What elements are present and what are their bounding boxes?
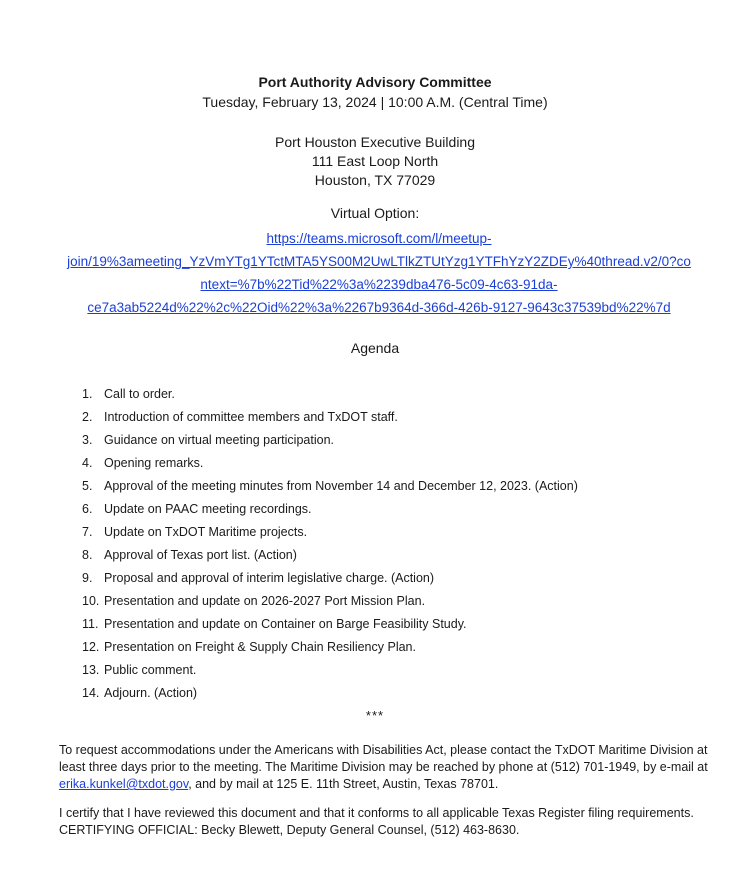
agenda-list xyxy=(82,383,702,705)
location-building: Port Houston Executive Building xyxy=(275,134,475,150)
section-separator: *** xyxy=(365,708,385,723)
agenda-heading: Agenda xyxy=(350,340,400,356)
location-street: 111 East Loop North xyxy=(311,153,439,169)
agenda-item: 14. Adjourn. (Action) xyxy=(82,686,198,700)
agenda-item: 1. Call to order. xyxy=(82,387,175,401)
link-line-3[interactable]: ntext=%7b%22Tid%22%3a%2239dba476-5c09-4c63-91da- xyxy=(200,277,558,292)
agenda-item: 12. Presentation on Freight & Supply Chain Resiliency Plan. xyxy=(82,640,416,654)
agenda-item: 4. Opening remarks. xyxy=(82,456,204,470)
agenda-item: 8. Approval of Texas port list. (Action) xyxy=(82,548,297,562)
agenda-item: 7. Update on TxDOT Maritime projects. xyxy=(82,525,308,539)
certifying-official: CERTIFYING OFFICIAL: Becky Blewett, Deputy General Counsel, (512) 463-8630. xyxy=(59,823,520,837)
agenda-item: 11. Presentation and update on Container on Barge Feasibility Study. xyxy=(82,617,467,631)
agenda-item: 6. Update on PAAC meeting recordings. xyxy=(82,502,312,516)
link-line-2[interactable]: join/19%3ameeting_YzVmYTg1YTctMTA5YS00M2UwLTlkZTUtYzg1YTFhYzY2ZDEy%40thread.v2/0?co xyxy=(67,254,691,269)
link-line-1[interactable]: https://teams.microsoft.com/l/meetup- xyxy=(266,231,492,246)
meeting-location xyxy=(0,133,750,190)
teams-meeting-link[interactable] xyxy=(58,227,700,319)
certification-block xyxy=(59,805,709,839)
certification-statement: I certify that I have reviewed this document and that it conforms to all applicable Texas Register filing requirements. xyxy=(59,806,694,820)
location-city: Houston, TX 77029 xyxy=(314,172,436,188)
agenda-item: 10. Presentation and update on 2026-2027 Port Mission Plan. xyxy=(82,594,426,608)
agenda-item: 13. Public comment. xyxy=(82,663,197,677)
agenda-item: 5. Approval of the meeting minutes from November 14 and December 12, 2023. (Action) xyxy=(82,479,578,493)
ada-notice: To request accommodations under the Americans with Disabilities Act, please contact the TxDOT Maritime Division at least three days prior to the meeting. The Maritime Division may be reached by phone at (512) 701-1949, by e-mail at erika.kunkel@txdot.gov, and by mail at 125 E. 11th Street, Austin, Texas 78701. xyxy=(59,743,708,791)
contact-email-link[interactable]: erika.kunkel@txdot.gov xyxy=(59,777,189,791)
agenda-item: 2. Introduction of committee members and TxDOT staff. xyxy=(82,410,398,424)
meeting-datetime: Tuesday, February 13, 2024 | 10:00 A.M. (Central Time) xyxy=(202,94,548,110)
link-line-4[interactable]: ce7a3ab5224d%22%2c%22Oid%22%3a%2267b9364d-366d-426b-9127-9643c37539bd%22%7d xyxy=(87,300,671,315)
agenda-item: 9. Proposal and approval of interim legislative charge. (Action) xyxy=(82,571,435,585)
agenda-item: 3. Guidance on virtual meeting participation. xyxy=(82,433,334,447)
virtual-option-label: Virtual Option: xyxy=(330,205,420,221)
page-title: Port Authority Advisory Committee xyxy=(258,74,492,90)
